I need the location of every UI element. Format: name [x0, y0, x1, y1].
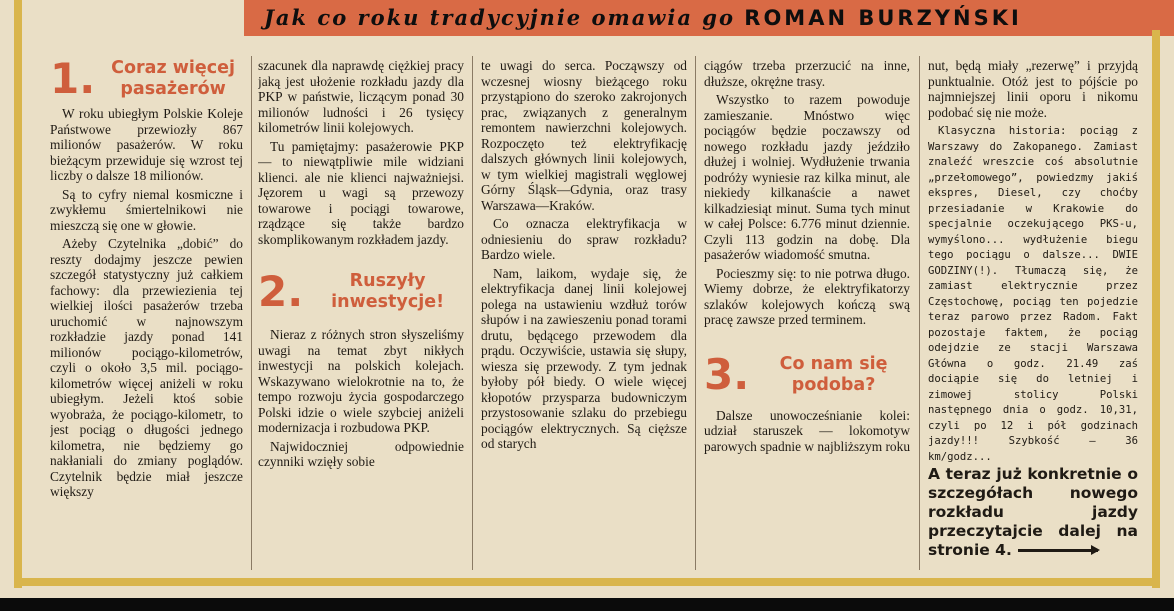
paragraph: ciągów trzeba przerzucić na inne, dłuższe, okrężne trasy.	[704, 58, 910, 89]
paragraph: Nieraz z różnych stron słyszeliśmy uwagi na temat zbyt nikłych inwestycji na polskich kolejach. Wskazywano wielokrotnie na to, że tempo rozwoju życia gospodarczego Polski idzie o wiele szybciej aniżeli modernizacja i rozbudowa PKP.	[258, 327, 464, 435]
section-title: Co nam się podoba?	[779, 353, 888, 395]
closing-note	[928, 465, 1138, 560]
column-4	[704, 58, 910, 568]
paragraph: nut, będą miały „rezerwę” i przyjdą punktualnie. Otóż jest to pójście po najmniejszej linii oporu i nikomu podobać się nie może.	[928, 58, 1138, 120]
closing-text: A teraz już konkretnie o szczegółach nowego rozkładu jazdy przeczytajcie dalej na stronie 4.	[928, 465, 1138, 559]
paragraph: te uwagi do serca. Począwszy od wczesnej wiosny bieżącego roku przystąpiono do szeroko zakrojonych prac, związanych z generalnym remontem nawierzchni kolejowych. Rozpoczęto też elektryfikację dalszych głównych linii kolejowych, w tym wielkiej magistrali węglowej Górny Śląsk—Gdynia, oraz trasy Warszawa—Kraków.	[481, 58, 687, 213]
right-border	[1152, 30, 1160, 588]
paragraph: Pocieszmy się: to nie potrwa długo. Wiemy dobrze, że elektryfikatorzy szlaków kolejowych kończą swą pracę zawsze przed terminem.	[704, 265, 910, 327]
bottom-border	[14, 578, 1160, 586]
column-1	[50, 58, 243, 568]
section-2-heading	[258, 267, 464, 316]
column-5	[928, 58, 1138, 568]
column-divider	[251, 56, 252, 570]
paragraph: Najwidoczniej odpowiednie czynniki wzięły sobie	[258, 438, 464, 469]
section-number: 1.	[50, 58, 96, 103]
section-title: Ruszyły inwestycje!	[331, 271, 445, 312]
paragraph: szacunek dla naprawdę ciężkiej pracy jaką jest ułożenie rozkładu jazdy dla PKP w państwie, liczącym ponad 30 milionów ludności i 26 tysięcy kilometrów linii kolejowych.	[258, 58, 464, 135]
section-number: 3.	[704, 349, 750, 399]
paragraph: Nam, laikom, wydaje się, że elektryfikacja danej linii kolejowej polega na ustawieniu wzdłuż torów słupów i na zawieszeniu ponad torami drutu, będącego przewodem dla prądu. Oczywiście, ustawia się słupy, wiesza się przewody. Z tym jednak byłoby pół biedy. O wiele więcej kłopotów przysparza budowniczym przystosowanie szlaku do przebiegu pociągów elektrycznych. Są cięższe od starych	[481, 265, 687, 451]
paragraph: W roku ubiegłym Polskie Koleje Państwowe przewiozły 867 milionów pasażerów. W roku bieżącym przewiduje się wzrost tej liczby o dalsze 18 milionów.	[50, 106, 243, 183]
column-3	[481, 58, 687, 568]
column-divider	[472, 56, 473, 570]
section-number: 2.	[258, 267, 304, 316]
paragraph: Są to cyfry niemal kosmiczne i zwykłemu śmiertelnikowi nie mieszczą się one w głowie.	[50, 186, 243, 233]
section-3-heading	[704, 349, 910, 399]
section-1-heading	[50, 58, 243, 103]
headline-banner	[244, 0, 1174, 36]
paragraph: Ażeby Czytelnika „dobić” do reszty dodajmy jeszcze pewien szczegół statystyczny już całkiem fachowy: dla przewiezienia tej wielkiej ilości pasażerów trzeba uruchomić w najnowszym rozkładzie jazdy ponad 141 milionów pociągo-kilometrów, czyli o około 3,5 mil. pociągo-kilometrów więcej aniżeli w roku ubiegłym. Jeżeli ktoś sobie wyobraża, że pociągo-kilometr, to jest pociąg o długości jednego kilometra, nie będziemy go nakłaniali do zmiany poglądów. Czytelnik będzie miał jeszcze większy	[50, 236, 243, 499]
paragraph: Klasyczna historia: pociąg z Warszawy do Zakopanego. Zamiast znaleźć wreszcie coś absolutnie „przełomowego”, powiedzmy jakiś ekspres, Diesel, czy choćby przesiadanie w Krakowie do specjalnie oczekującego PKS-u, wymyślono... wydłużenie biegu tego pociągu o dalsze... DWIE GODZINY(!). Tłumaczą się, że zamiast elektrycznie przez Częstochowę, pociąg ten pojedzie teraz parowo przez Radom. Fakt pozostaje faktem, że pociąg odejdzie ze stacji Warszawa Główna o godz. 21.49 zaś dociąpie się do letniej i zimowej stolicy Polski następnego dnia o godz. 10,31, czyli po 12 i pół godzinach jazdy!!! Szybkość — 36 km/godz...	[928, 125, 1138, 463]
paragraph: Dalsze unowocześnianie kolei: udział staruszek — lokomotyw parowych spadnie w najbliższym roku	[704, 407, 910, 454]
column-divider	[919, 56, 920, 570]
arrow-right-icon	[1018, 549, 1098, 552]
paragraph: Tu pamiętajmy: pasażerowie PKP — to niewątpliwie mile widziani klienci. ale nie klienci najważniejsi. Jęzorem u wagi są przewozy towarowe i pociągi towarowe, rządzące się także bardzo skomplikowanym rozkładem jazdy.	[258, 138, 464, 247]
anecdote-block	[928, 124, 1138, 465]
column-divider	[695, 56, 696, 570]
paragraph: Wszystko to razem powoduje zamieszanie. Mnóstwo więc pociągów będzie poczawszy od nowego rozkładu jazdy jeździło dłużej i wolniej. Wydłużenie trwania podróży wyniesie raz kilka minut, ale niekiedy kilkanaście a nawet kilkadziesiąt minut. Suma tych minut w całej Polsce: 6.776 minut dziennie. Czyli 113 godzin na dobę. Dla pasażerów wiadomość smutna.	[704, 92, 910, 262]
paragraph: Co oznacza elektryfikacja w odniesieniu do spraw rozkładu? Bardzo wiele.	[481, 216, 687, 262]
section-title: Coraz więcej pasażerów	[111, 58, 236, 99]
author-name: ROMAN BURZYŃSKI	[744, 6, 1022, 30]
headline-lead: Jak co roku tradycyjnie omawia go	[264, 5, 735, 30]
column-2	[258, 58, 464, 568]
left-border	[14, 0, 22, 588]
